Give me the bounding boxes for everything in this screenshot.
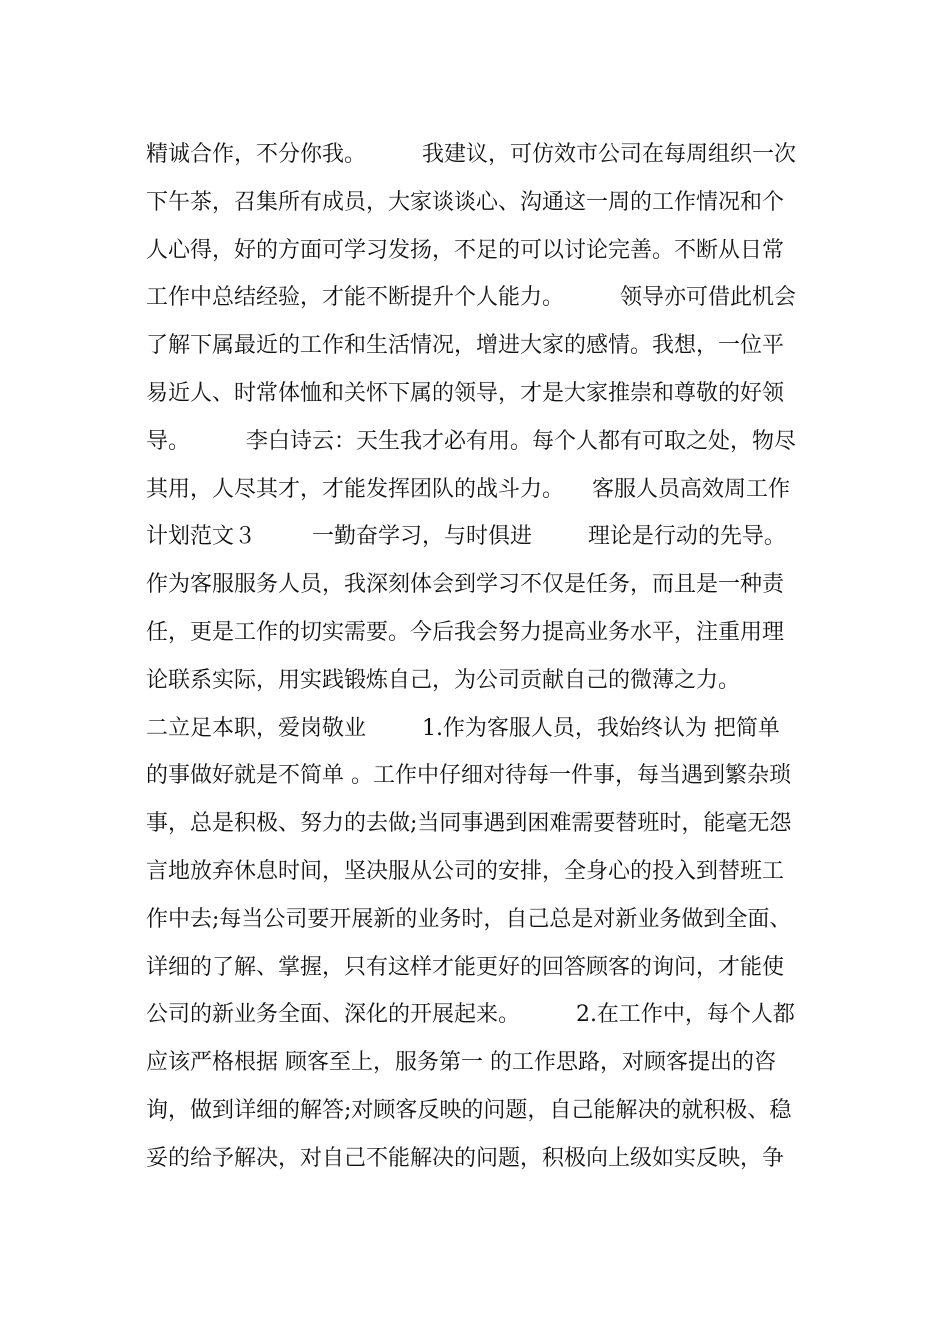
text-line: 作为客服服务人员，我深刻体会到学习不仅是任务，而且是一种责 — [146, 572, 785, 598]
text-line: 易近人、时常体恤和关怀下属的领导，才是大家推崇和尊敬的好领 — [146, 380, 785, 406]
text-line: 公司的新业务全面、深化的开展起来。 2.在工作中，每个人都 — [146, 1002, 795, 1028]
text-line: 其用，人尽其才，才能发挥团队的战斗力。 客服人员高效周工作 — [146, 476, 790, 502]
text-line: 下午茶，召集所有成员，大家谈谈心、沟通这一周的工作情况和个 — [146, 189, 785, 215]
text-line: 精诚合作，不分你我。 我建议，可仿效市公司在每周组织一次 — [146, 142, 796, 167]
text-line: 二立足本职，爱岗敬业 1.作为客服人员，我始终认为 把简单 — [146, 715, 780, 741]
text-line: 言地放弃休息时间，坚决服从公司的安排，全身心的投入到替班工 — [146, 858, 785, 884]
body-text — [146, 131, 826, 1183]
text-line: 应该严格根据 顾客至上，服务第一 的工作思路，对顾客提出的咨 — [146, 1050, 776, 1076]
text-line: 导。 李白诗云：天生我才必有用。每个人都有可取之处，物尽 — [146, 428, 796, 454]
text-line: 任，更是工作的切实需要。今后我会努力提高业务水平，注重用理 — [146, 619, 785, 645]
text-line: 计划范文３ 一勤奋学习，与时俱进 理论是行动的先导。 — [146, 524, 786, 550]
text-line: 详细的了解、掌握，只有这样才能更好的回答顾客的询问，才能使 — [146, 954, 785, 980]
text-line: 询，做到详细的解答;对顾客反映的问题，自己能解决的就积极、稳 — [146, 1097, 792, 1123]
text-line: 论联系实际，用实践锻炼自己，为公司贡献自己的微薄之力。 — [146, 667, 741, 693]
text-line: 妥的给予解决，对自己不能解决的问题，积极向上级如实反映，争 — [146, 1145, 785, 1171]
text-line: 人心得，好的方面可学习发扬，不足的可以讨论完善。不断从日常 — [146, 237, 785, 263]
text-line: 的事做好就是不简单 。工作中仔细对待每一件事，每当遇到繁杂琐 — [146, 763, 791, 789]
text-line: 工作中总结经验，才能不断提升个人能力。 领导亦可借此机会 — [146, 285, 796, 311]
text-line: 了解下属最近的工作和生活情况，增进大家的感情。我想，一位平 — [146, 333, 785, 359]
text-line: 作中去;每当公司要开展新的业务时，自己总是对新业务做到全面、 — [146, 906, 792, 932]
text-line: 事，总是积极、努力的去做;当同事遇到困难需要替班时，能毫无怨 — [146, 811, 792, 837]
